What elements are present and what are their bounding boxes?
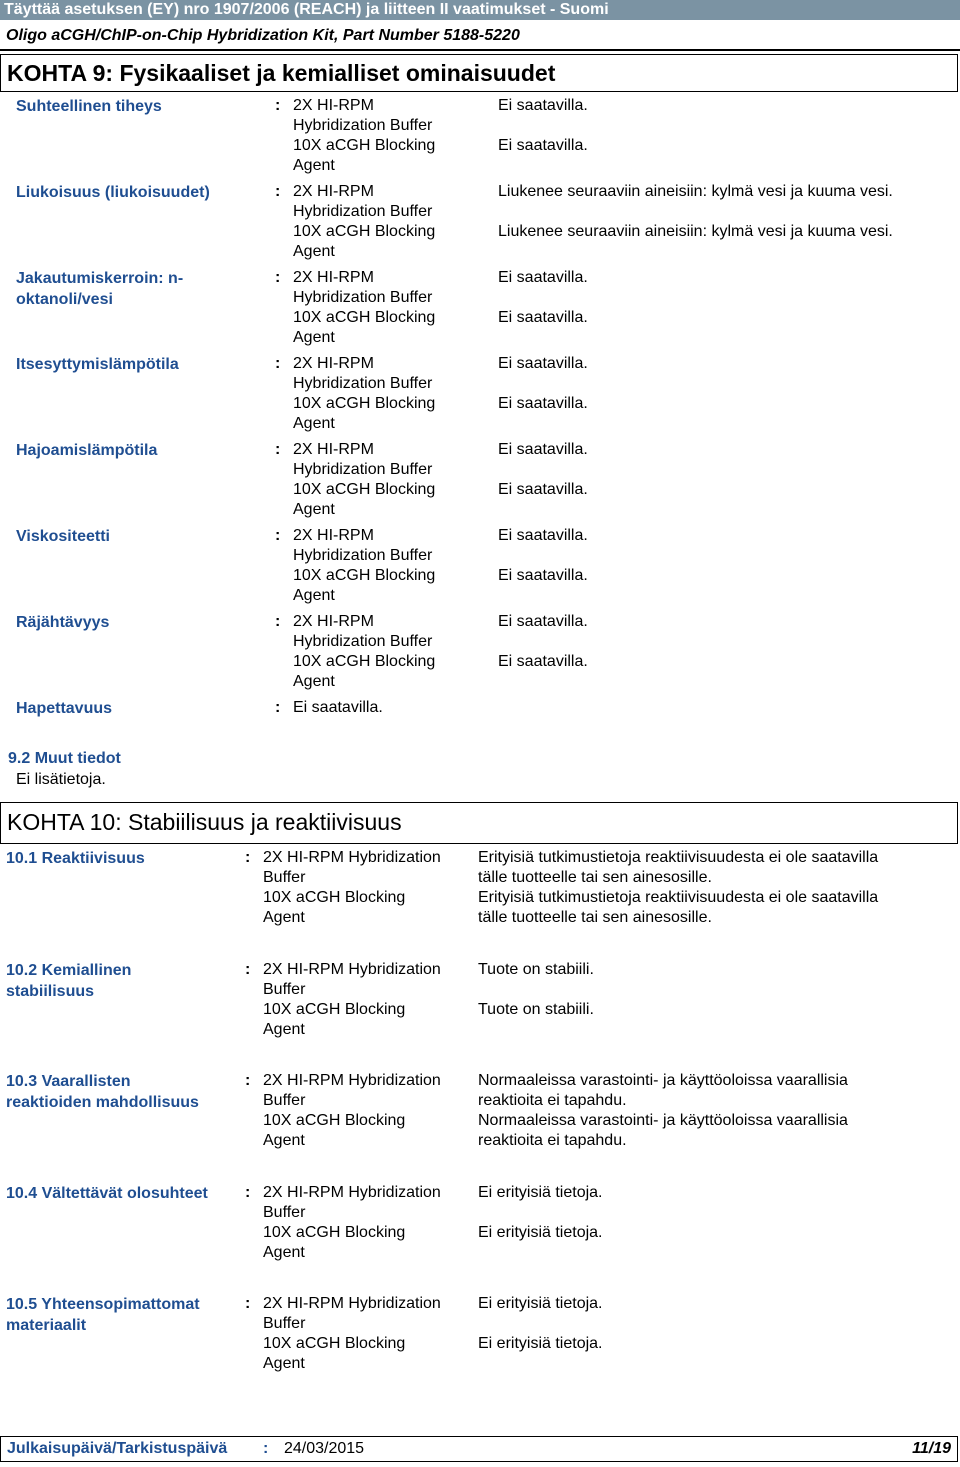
reactivity-value: tälle tuotteelle tai sen ainesosille. — [478, 909, 712, 926]
component-name: 10X aCGH Blocking — [263, 1001, 406, 1018]
component-name: 2X HI-RPM Hybridization — [263, 1072, 441, 1089]
component-name: Hybridization Buffer — [293, 289, 433, 306]
reactivity-colon: : — [245, 1072, 251, 1089]
component-name: 2X HI-RPM Hybridization — [263, 1295, 441, 1312]
component-name: Hybridization Buffer — [293, 375, 433, 392]
component-name: Hybridization Buffer — [293, 547, 433, 564]
footer-date: 24/03/2015 — [284, 1440, 365, 1457]
component-name: 10X aCGH Blocking — [263, 1335, 406, 1352]
reactivity-value: Ei erityisiä tietoja. — [478, 1184, 603, 1201]
component-name: 10X aCGH Blocking — [263, 1112, 406, 1129]
reactivity-value: Tuote on stabiili. — [478, 1001, 594, 1018]
reactivity-value: Ei erityisiä tietoja. — [478, 1295, 603, 1312]
property-value: Ei saatavilla. — [498, 269, 588, 286]
reactivity-colon: : — [245, 1295, 251, 1312]
property-value: Ei saatavilla. — [498, 441, 588, 458]
property-value: Ei saatavilla. — [498, 355, 588, 372]
section-9-title: KOHTA 9: Fysikaaliset ja kemialliset ominaisuudet — [7, 60, 556, 86]
reactivity-value: tälle tuotteelle tai sen ainesosille. — [478, 869, 712, 886]
reactivity-colon: : — [245, 1184, 251, 1201]
component-name: 10X aCGH Blocking — [293, 653, 436, 670]
subsection-9-2-text: Ei lisätietoja. — [16, 771, 106, 788]
reactivity-label: 10.3 Vaarallisten — [6, 1073, 131, 1090]
property-label: Liukoisuus (liukoisuudet) — [16, 184, 210, 201]
section-10-title-box — [0, 802, 958, 844]
reactivity-label: 10.2 Kemiallinen — [6, 962, 132, 979]
property-label: Viskositeetti — [16, 528, 110, 545]
component-name: Agent — [263, 1244, 305, 1261]
component-name: Agent — [263, 909, 305, 926]
property-colon: : — [275, 613, 281, 630]
property-label: Suhteellinen tiheys — [16, 98, 162, 115]
component-name: Hybridization Buffer — [293, 203, 433, 220]
component-name: Buffer — [263, 981, 306, 998]
property-label: Hajoamislämpötila — [16, 442, 158, 459]
property-colon: : — [275, 97, 281, 114]
reactivity-colon: : — [245, 849, 251, 866]
reactivity-label: materiaalit — [6, 1317, 87, 1334]
section-10-title: KOHTA 10: Stabiilisuus ja reaktiivisuus — [7, 809, 402, 835]
property-colon: : — [275, 355, 281, 372]
footer-date-label: Julkaisupäivä/Tarkistuspäivä — [7, 1440, 228, 1457]
property-colon: : — [275, 441, 281, 458]
component-name: Agent — [293, 501, 335, 518]
property-value: Ei saatavilla. — [498, 527, 588, 544]
property-colon: : — [275, 269, 281, 286]
component-name: Agent — [293, 673, 335, 690]
component-name: 2X HI-RPM Hybridization — [263, 961, 441, 978]
component-name: 10X aCGH Blocking — [293, 309, 436, 326]
footer — [0, 1436, 958, 1462]
component-name: 2X HI-RPM — [293, 441, 374, 458]
component-name: 2X HI-RPM Hybridization — [263, 849, 441, 866]
reactivity-value: Erityisiä tutkimustietoja reaktiivisuudesta ei ole saatavilla — [478, 889, 879, 906]
property-value-hapettavuus: Ei saatavilla. — [293, 699, 383, 716]
component-name: 2X HI-RPM — [293, 183, 374, 200]
component-name: Buffer — [263, 1315, 306, 1332]
component-name: Agent — [263, 1132, 305, 1149]
property-value: Ei saatavilla. — [498, 567, 588, 584]
component-name: 2X HI-RPM — [293, 355, 374, 372]
property-value: Ei saatavilla. — [498, 653, 588, 670]
component-name: 10X aCGH Blocking — [293, 395, 436, 412]
component-name: 2X HI-RPM — [293, 527, 374, 544]
component-name: Agent — [293, 415, 335, 432]
footer-page-number: 11/19 — [912, 1440, 951, 1457]
component-name: Agent — [263, 1355, 305, 1372]
component-name: 10X aCGH Blocking — [293, 567, 436, 584]
component-name: Agent — [293, 243, 335, 260]
component-name: 10X aCGH Blocking — [263, 889, 406, 906]
reactivity-label: 10.1 Reaktiivisuus — [6, 850, 145, 867]
component-name: Agent — [293, 157, 335, 174]
component-name: 2X HI-RPM — [293, 269, 374, 286]
component-name: Hybridization Buffer — [293, 461, 433, 478]
component-name: Buffer — [263, 1204, 306, 1221]
reactivity-value: Erityisiä tutkimustietoja reaktiivisuudesta ei ole saatavilla — [478, 849, 879, 866]
component-name: Agent — [263, 1021, 305, 1038]
component-name: 2X HI-RPM Hybridization — [263, 1184, 441, 1201]
property-value: Ei saatavilla. — [498, 97, 588, 114]
property-colon: : — [275, 699, 281, 716]
regulation-header: Täyttää asetuksen (EY) nro 1907/2006 (REACH) ja liitteen II vaatimukset - Suomi — [0, 0, 960, 20]
property-label: Itsesyttymislämpötila — [16, 356, 179, 373]
property-value: Ei saatavilla. — [498, 137, 588, 154]
reactivity-value: Ei erityisiä tietoja. — [478, 1224, 603, 1241]
component-name: Hybridization Buffer — [293, 117, 433, 134]
reactivity-label: stabiilisuus — [6, 983, 95, 1000]
property-value: Ei saatavilla. — [498, 309, 588, 326]
reactivity-value: Normaaleissa varastointi- ja käyttöoloissa vaarallisia — [478, 1072, 848, 1089]
component-name: 10X aCGH Blocking — [293, 223, 436, 240]
component-name: 10X aCGH Blocking — [293, 481, 436, 498]
reactivity-colon: : — [245, 961, 251, 978]
property-value: Liukenee seuraaviin aineisiin: kylmä vesi ja kuuma vesi. — [498, 223, 893, 240]
component-name: Hybridization Buffer — [293, 633, 433, 650]
component-name: Buffer — [263, 869, 306, 886]
footer-colon: : — [263, 1440, 269, 1457]
component-name: Agent — [293, 587, 335, 604]
subsection-9-2-heading: 9.2 Muut tiedot — [8, 750, 121, 767]
header-divider — [0, 49, 960, 51]
component-name: 2X HI-RPM — [293, 613, 374, 630]
reactivity-value: Normaaleissa varastointi- ja käyttöoloissa vaarallisia — [478, 1112, 848, 1129]
component-name: 10X aCGH Blocking — [263, 1224, 406, 1241]
property-colon: : — [275, 527, 281, 544]
component-name: Buffer — [263, 1092, 306, 1109]
component-name: 2X HI-RPM — [293, 97, 374, 114]
product-name-header: Oligo aCGH/ChIP-on-Chip Hybridization Kit, Part Number 5188-5220 — [6, 27, 520, 44]
reactivity-value: Tuote on stabiili. — [478, 961, 594, 978]
reactivity-value: reaktioita ei tapahdu. — [478, 1092, 627, 1109]
section-9-title-box — [0, 54, 958, 92]
component-name: Agent — [293, 329, 335, 346]
property-value: Ei saatavilla. — [498, 395, 588, 412]
property-value: Ei saatavilla. — [498, 481, 588, 498]
property-label: oktanoli/vesi — [16, 291, 113, 308]
property-label: Jakautumiskerroin: n- — [16, 270, 184, 287]
reactivity-value: reaktioita ei tapahdu. — [478, 1132, 627, 1149]
property-colon: : — [275, 183, 281, 200]
reactivity-label: 10.4 Vältettävät olosuhteet — [6, 1185, 208, 1202]
reactivity-label: 10.5 Yhteensopimattomat — [6, 1296, 200, 1313]
property-label-hapettavuus: Hapettavuus — [16, 700, 113, 717]
reactivity-value: Ei erityisiä tietoja. — [478, 1335, 603, 1352]
reactivity-label: reaktioiden mahdollisuus — [6, 1094, 199, 1111]
component-name: 10X aCGH Blocking — [293, 137, 436, 154]
property-value: Liukenee seuraaviin aineisiin: kylmä vesi ja kuuma vesi. — [498, 183, 893, 200]
property-value: Ei saatavilla. — [498, 613, 588, 630]
property-label: Räjähtävyys — [16, 614, 110, 631]
